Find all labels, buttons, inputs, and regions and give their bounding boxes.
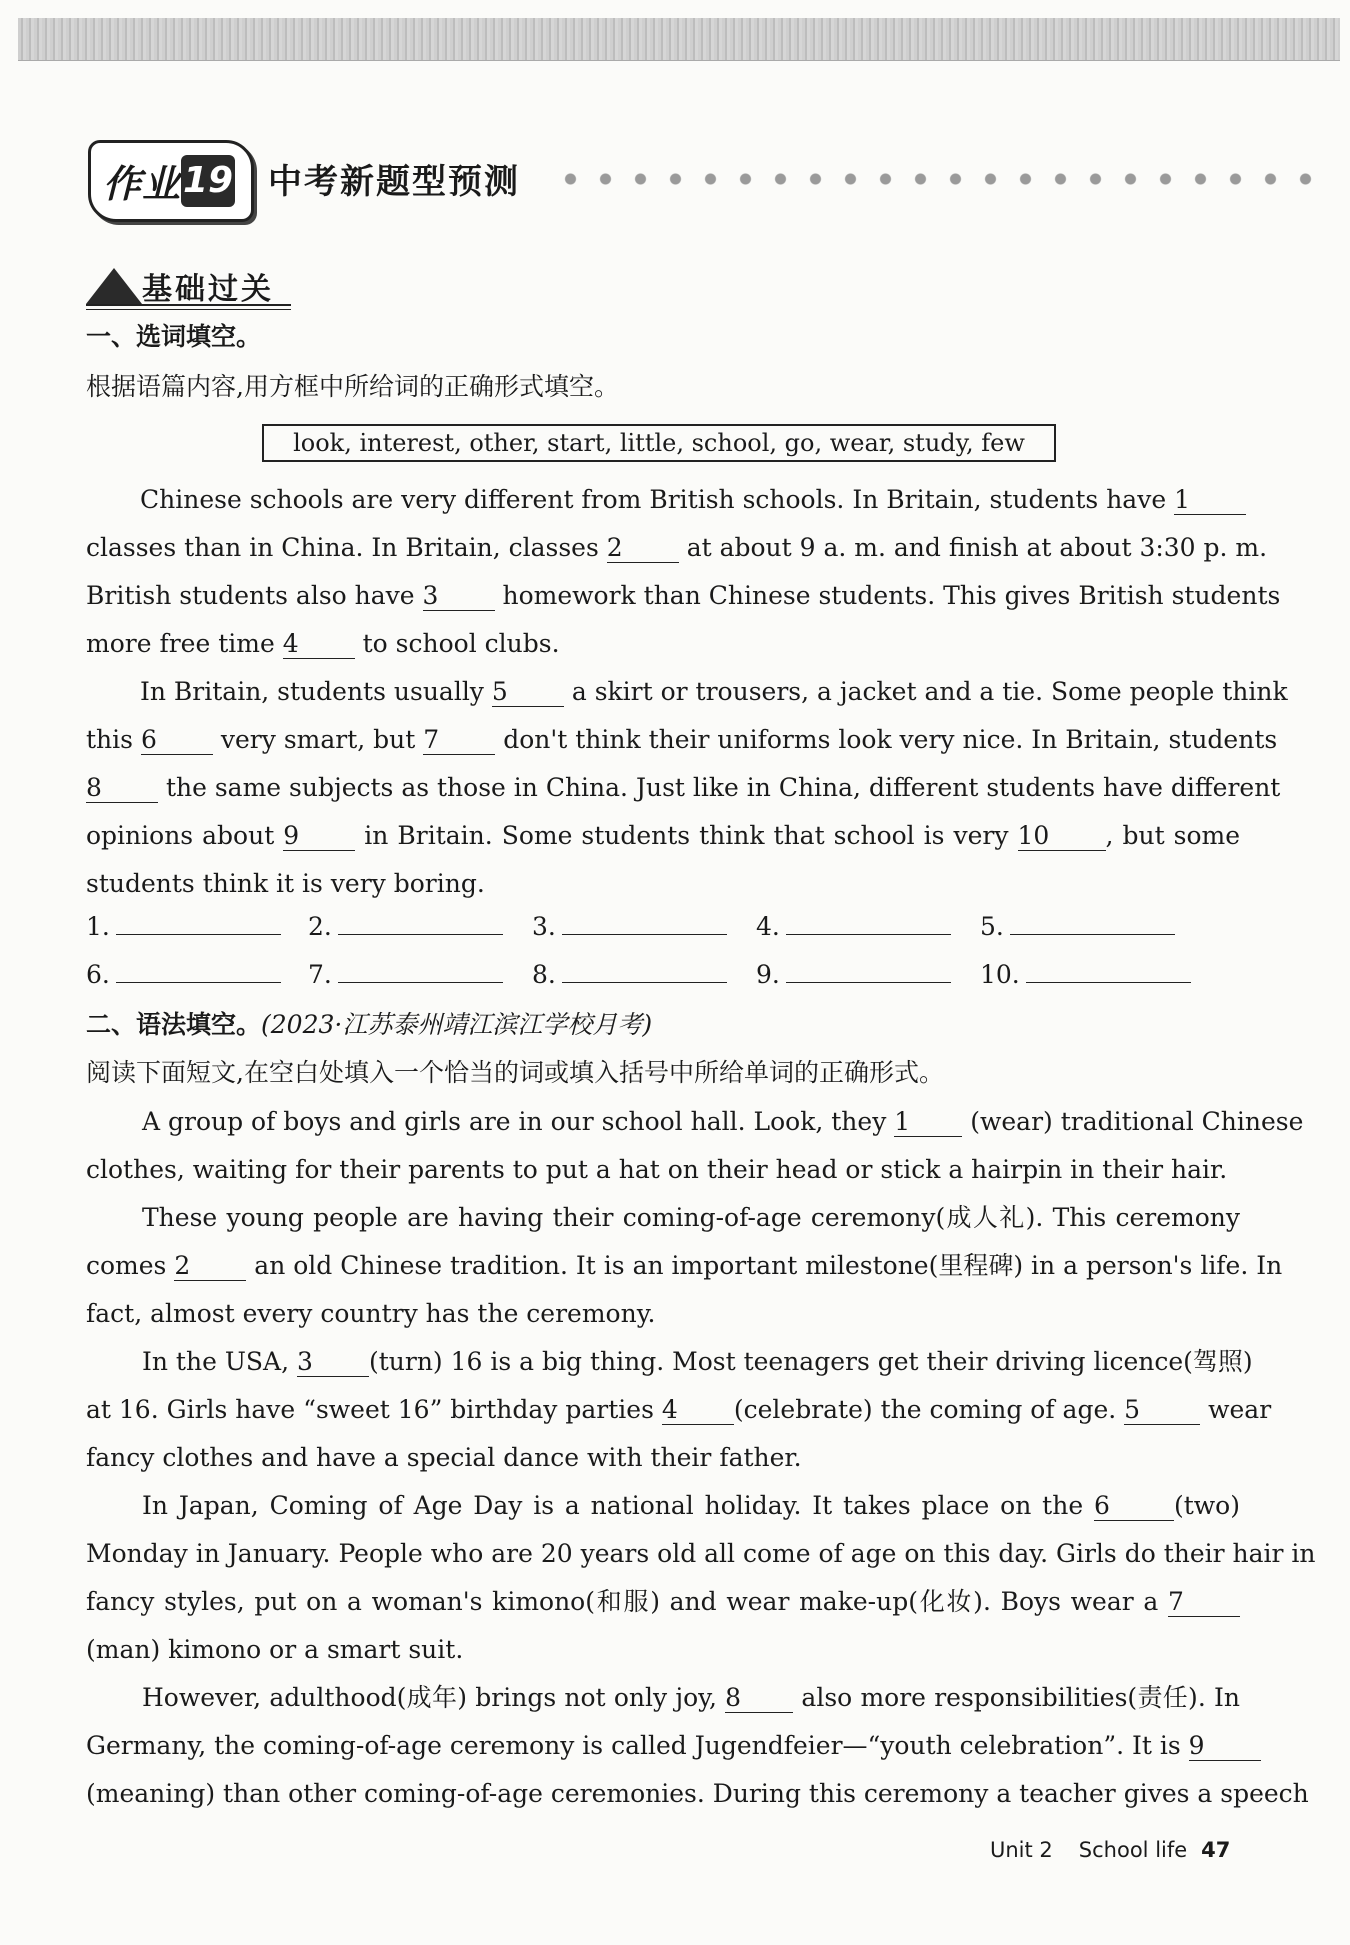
answer-line-5[interactable]: 5. xyxy=(980,910,1175,941)
page-footer xyxy=(990,1838,1230,1862)
blank-10[interactable]: 10 xyxy=(1018,822,1106,851)
word-box: look, interest, other, start, little, school, go, wear, study, few xyxy=(262,424,1056,462)
blank-5[interactable]: 5 xyxy=(492,678,564,707)
answer-line-7[interactable]: 7. xyxy=(308,958,503,989)
ex1-instruction: 根据语篇内容,用方框中所给词的正确形式填空。 xyxy=(86,372,619,401)
lesson-header xyxy=(88,140,1318,220)
text-line: (man) kimono or a smart suit. xyxy=(86,1635,464,1664)
triangle-icon xyxy=(86,268,142,304)
answer-line-9[interactable]: 9. xyxy=(756,958,951,989)
ex2-paragraph-4 xyxy=(86,1482,1316,1674)
ex2-paragraph-1 xyxy=(86,1098,1304,1194)
ex2-blank-6[interactable]: 6 xyxy=(1094,1492,1174,1521)
text-line: opinions about 9 in Britain. Some students think that school is very 10 , but some xyxy=(86,821,1241,850)
ex2-blank-4[interactable]: 4 xyxy=(662,1396,734,1425)
text-line: fact, almost every country has the ceremony. xyxy=(86,1299,656,1328)
blank-6[interactable]: 6 xyxy=(141,726,213,755)
section-label: 基础过关 xyxy=(142,272,274,307)
lesson-title: 中考新题型预测 xyxy=(268,162,520,202)
answer-line-8[interactable]: 8. xyxy=(532,958,727,989)
ex2-paragraph-5 xyxy=(86,1674,1309,1818)
answer-line-2[interactable]: 2. xyxy=(308,910,503,941)
text-line: In Britain, students usually 5 a skirt or trousers, a jacket and a tie. Some people think xyxy=(140,677,1288,706)
blank-9[interactable]: 9 xyxy=(283,822,355,851)
ex2-instruction: 阅读下面短文,在空白处填入一个恰当的词或填入括号中所给单词的正确形式。 xyxy=(86,1058,944,1087)
ex2-blank-9[interactable]: 9 xyxy=(1189,1732,1261,1761)
text-line: classes than in China. In Britain, classes 2 at about 9 a. m. and finish at about 3:30 p. m. xyxy=(86,533,1268,562)
footer-unit: Unit 2 xyxy=(990,1838,1053,1862)
ex2-blank-2[interactable]: 2 xyxy=(174,1252,246,1281)
text-line: at 16. Girls have “sweet 16” birthday parties 4 (celebrate) the coming of age. 5 wear xyxy=(86,1395,1272,1424)
text-line: British students also have 3 homework than Chinese students. This gives British students xyxy=(86,581,1281,610)
text-line: 8 the same subjects as those in China. Just like in China, different students have different xyxy=(86,773,1281,802)
text-line: clothes, waiting for their parents to put a hat on their head or stick a hairpin in their hair. xyxy=(86,1155,1228,1184)
ex1-paragraph-1 xyxy=(86,476,1281,668)
text-line: In Japan, Coming of Age Day is a national holiday. It takes place on the 6 (two) xyxy=(142,1491,1240,1520)
text-line: fancy clothes and have a special dance with their father. xyxy=(86,1443,802,1472)
ex1-paragraph-2 xyxy=(86,668,1288,908)
text-line: (meaning) than other coming-of-age ceremonies. During this ceremony a teacher gives a speech xyxy=(86,1779,1309,1808)
ex2-blank-8[interactable]: 8 xyxy=(725,1684,793,1713)
answer-line-10[interactable]: 10. xyxy=(980,958,1191,989)
dot-divider xyxy=(553,172,1323,186)
page-number: 47 xyxy=(1201,1838,1231,1862)
blank-4[interactable]: 4 xyxy=(283,630,355,659)
blank-8[interactable]: 8 xyxy=(86,774,158,803)
blank-7[interactable]: 7 xyxy=(423,726,495,755)
lesson-badge xyxy=(88,140,254,222)
text-line: Germany, the coming-of-age ceremony is called Jugendfeier—“youth celebration”. It is 9 xyxy=(86,1722,1240,1770)
ex2-blank-7[interactable]: 7 xyxy=(1168,1588,1240,1617)
ex2-blank-3[interactable]: 3 xyxy=(297,1348,369,1377)
footer-topic: School life xyxy=(1078,1838,1188,1862)
ex2-source: (2023·江苏泰州靖江滨江学校月考) xyxy=(261,1010,653,1039)
answer-line-1[interactable]: 1. xyxy=(86,910,281,941)
section-underline xyxy=(86,304,291,310)
text-line: this 6 very smart, but 7 don't think their uniforms look very nice. In Britain, students xyxy=(86,725,1278,754)
answer-line-3[interactable]: 3. xyxy=(532,910,727,941)
blank-2[interactable]: 2 xyxy=(607,534,679,563)
text-line: fancy styles, put on a woman's kimono(和服) and wear make-up(化妆). Boys wear a 7 xyxy=(86,1578,1240,1626)
ex1-title: 一、选词填空。 xyxy=(86,322,262,351)
text-line: students think it is very boring. xyxy=(86,869,485,898)
text-line: However, adulthood(成年) brings not only joy, 8 also more responsibilities(责任). In xyxy=(142,1683,1240,1712)
text-line: Monday in January. People who are 20 years old all come of age on this day. Girls do their hair in xyxy=(86,1539,1316,1568)
text-line: A group of boys and girls are in our school hall. Look, they 1 (wear) traditional Chinese xyxy=(142,1107,1304,1136)
blank-1[interactable]: 1 xyxy=(1174,486,1246,515)
answer-line-4[interactable]: 4. xyxy=(756,910,951,941)
text-line: comes 2 an old Chinese tradition. It is an important milestone(里程碑) in a person's life. In xyxy=(86,1251,1283,1280)
text-line: more free time 4 to school clubs. xyxy=(86,629,560,658)
ex2-title: 二、语法填空。 xyxy=(86,1010,262,1039)
ex2-heading xyxy=(86,1010,652,1040)
ex2-paragraph-2 xyxy=(86,1194,1283,1338)
ex2-paragraph-3 xyxy=(86,1338,1272,1482)
ex2-blank-1[interactable]: 1 xyxy=(894,1108,962,1137)
text-line: Chinese schools are very different from British schools. In Britain, students have 1 xyxy=(86,476,1240,524)
badge-text: 作业 xyxy=(103,162,182,206)
blank-3[interactable]: 3 xyxy=(423,582,495,611)
badge-number: 19 xyxy=(181,155,235,207)
section-banner xyxy=(86,262,296,312)
text-line: In the USA, 3 (turn) 16 is a big thing. Most teenagers get their driving licence(驾照) xyxy=(142,1347,1253,1376)
ex2-blank-5[interactable]: 5 xyxy=(1124,1396,1200,1425)
text-line: These young people are having their coming-of-age ceremony(成人礼). This ceremony xyxy=(142,1203,1240,1232)
top-band xyxy=(18,18,1340,61)
answer-line-6[interactable]: 6. xyxy=(86,958,281,989)
